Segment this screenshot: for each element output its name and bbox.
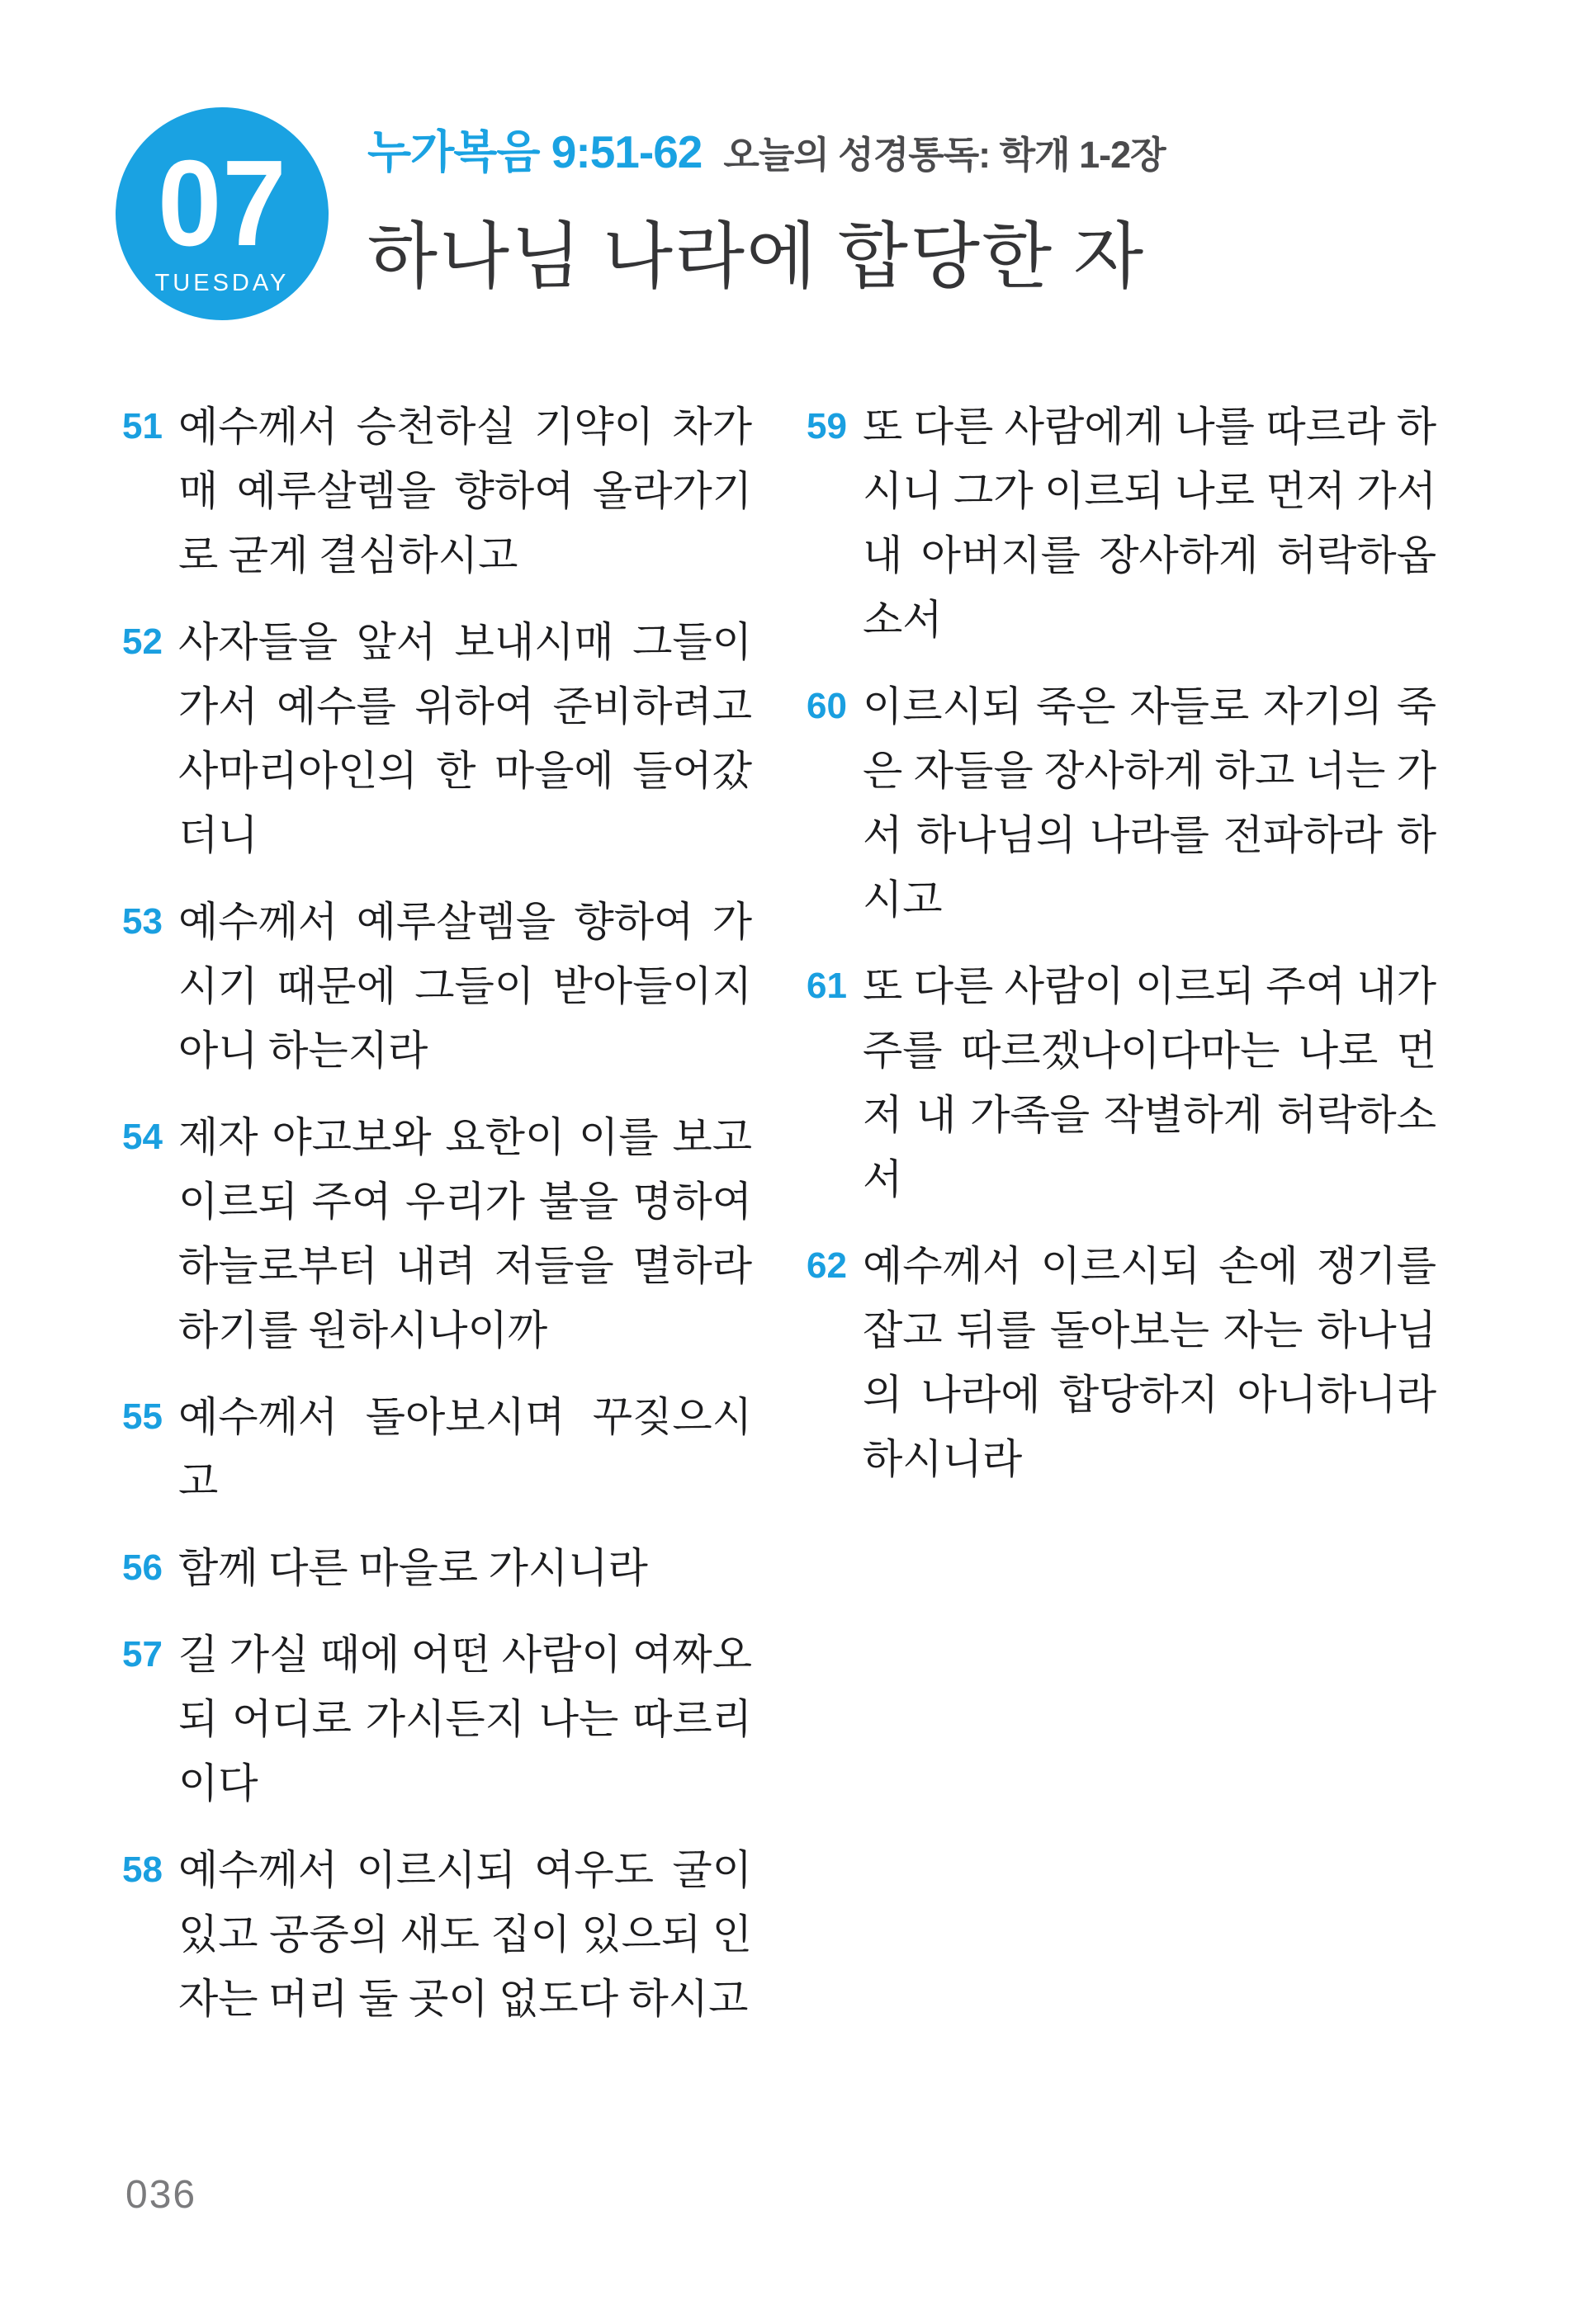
verse-text [178, 1105, 752, 1363]
verse-line: 시니 그가 이르되 나로 먼저 가서 [863, 468, 1436, 514]
verse-line: 저 내 가족을 작별하게 허락하소 [863, 1092, 1436, 1138]
verse-number: 55 [122, 1396, 163, 1437]
verse-line: 은 자들을 장사하게 하고 너는 가 [863, 748, 1436, 794]
verse-number: 62 [807, 1245, 847, 1286]
verse-text [178, 1385, 752, 1514]
verse-item [122, 1105, 752, 1363]
verse-item [122, 1385, 752, 1514]
day-name: TUESDAY [154, 269, 290, 296]
verse-line: 하늘로부터 내려 저들을 멸하라 [178, 1243, 752, 1289]
verse-number: 59 [807, 406, 847, 446]
verse-line: 있고 공중의 새도 집이 있으되 인 [178, 1911, 752, 1958]
verse-line: 또 다른 사람이 이르되 주여 내가 [863, 963, 1436, 1009]
verse-line: 소서 [863, 597, 943, 643]
verse-line: 주를 따르겠나이다마는 나로 먼 [863, 1027, 1436, 1074]
verse-line: 내 아버지를 장사하게 허락하옵 [863, 532, 1436, 579]
verse-line: 사마리아인의 한 마을에 들어갔 [178, 748, 752, 794]
passage-reference: 누가복음 9:51-62 [367, 126, 703, 177]
verse-item [122, 1838, 752, 2031]
verse-item [807, 954, 1436, 1212]
verse-line: 자는 머리 둘 곳이 없도다 하시고 [178, 1976, 749, 2022]
verses-left-column [122, 394, 752, 2053]
verse-line: 하기를 원하시나이까 [178, 1307, 548, 1353]
page-header [367, 116, 1166, 303]
verse-number: 53 [122, 901, 163, 942]
verse-text [863, 954, 1436, 1212]
verse-line: 이다 [178, 1760, 258, 1807]
verse-line: 하시니라 [863, 1436, 1023, 1482]
day-number: 07 [157, 135, 287, 272]
verse-text [178, 610, 752, 867]
verse-line: 가서 예수를 위하여 준비하려고 [178, 683, 752, 730]
verse-item [122, 394, 752, 588]
verse-line: 시고 [863, 876, 943, 923]
verse-number: 54 [122, 1117, 163, 1157]
verse-line: 사자들을 앞서 보내시매 그들이 [178, 619, 752, 665]
verse-text [863, 674, 1436, 932]
verse-line: 매 예루살렘을 향하여 올라가기 [178, 468, 752, 514]
verse-text [178, 890, 752, 1083]
verse-number: 58 [122, 1849, 163, 1890]
verse-text [178, 1536, 752, 1600]
verse-text [178, 1838, 752, 2031]
page-number: 036 [125, 2173, 197, 2217]
page-title: 하나님 나라에 합당한 자 [367, 218, 1146, 298]
day-badge [116, 107, 329, 320]
verse-text [863, 394, 1436, 652]
verse-line: 이르시되 죽은 자들로 자기의 죽 [863, 683, 1436, 730]
verse-number: 56 [122, 1547, 163, 1588]
verse-line: 예수께서 돌아보시며 꾸짖으시고 [178, 1394, 752, 1504]
verse-text [178, 1623, 752, 1816]
verse-number: 60 [807, 686, 847, 726]
verse-line: 아니 하는지라 [178, 1027, 428, 1074]
verse-number: 61 [807, 966, 847, 1006]
verse-item [122, 610, 752, 867]
verse-text [863, 1234, 1436, 1491]
verse-item [807, 674, 1436, 932]
verse-line: 또 다른 사람에게 나를 따르라 하 [863, 404, 1436, 450]
verse-line: 잡고 뒤를 돌아보는 자는 하나님 [863, 1307, 1436, 1353]
verse-line: 의 나라에 합당하지 아니하니라 [863, 1372, 1436, 1418]
verse-line: 예수께서 이르시되 여우도 굴이 [178, 1847, 752, 1893]
verse-line: 제자 야고보와 요한이 이를 보고 [178, 1114, 752, 1160]
verse-number: 51 [122, 406, 163, 446]
verse-line: 예수께서 승천하실 기약이 차가 [178, 404, 752, 450]
verse-line: 로 굳게 결심하시고 [178, 532, 518, 579]
verse-item [807, 394, 1436, 652]
reading-plan: 오늘의 성경통독: 학개 1-2장 [723, 134, 1166, 176]
verse-line: 길 가실 때에 어떤 사람이 여짜오 [178, 1632, 752, 1678]
verses-section [122, 394, 1436, 2053]
verse-line: 이르되 주여 우리가 불을 명하여 [178, 1179, 752, 1225]
verse-line: 함께 다른 마을로 가시니라 [178, 1545, 648, 1591]
verse-line: 서 [863, 1156, 903, 1202]
verse-item [122, 890, 752, 1083]
verse-line: 시기 때문에 그들이 받아들이지 [178, 963, 752, 1009]
verse-number: 52 [122, 621, 163, 662]
verse-line: 예수께서 예루살렘을 향하여 가 [178, 899, 752, 945]
verse-item [807, 1234, 1436, 1491]
verse-text [178, 394, 752, 588]
verse-item [122, 1623, 752, 1816]
verse-line: 서 하나님의 나라를 전파하라 하 [863, 812, 1436, 858]
verse-line: 예수께서 이르시되 손에 쟁기를 [863, 1243, 1436, 1289]
verses-right-column [807, 394, 1436, 2053]
verse-number: 57 [122, 1634, 163, 1675]
header-line [367, 116, 1166, 181]
verse-line: 되 어디로 가시든지 나는 따르리 [178, 1696, 752, 1742]
verse-item [122, 1536, 752, 1600]
verse-line: 더니 [178, 812, 258, 858]
